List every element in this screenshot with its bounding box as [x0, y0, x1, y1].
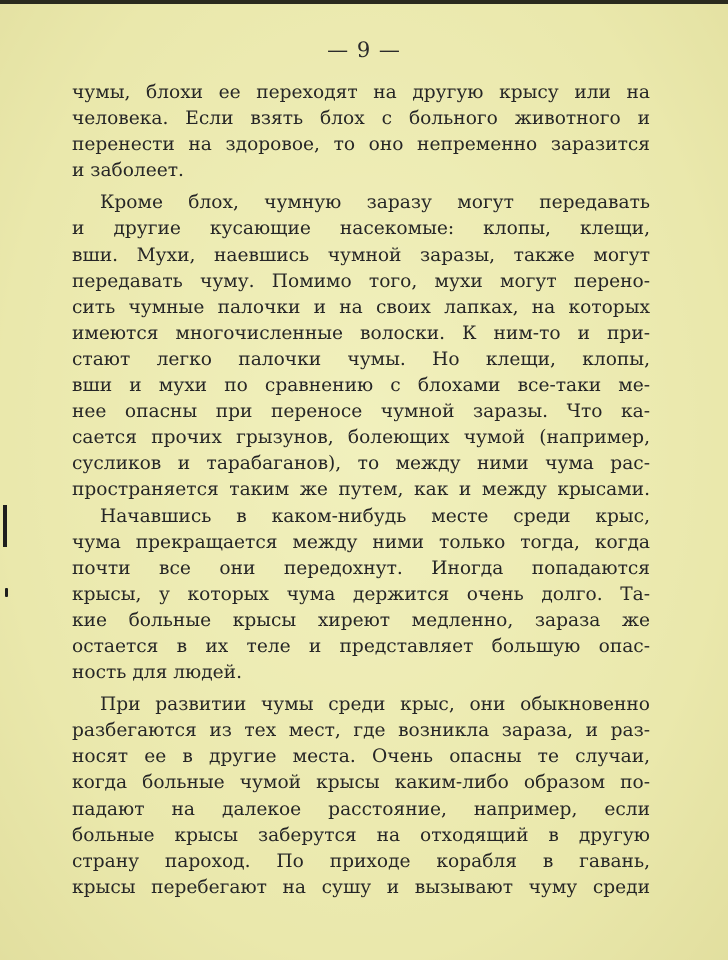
- text-line: При развитии чумы среди крыс, они обыкновенно: [100, 694, 650, 716]
- text-line: Начавшись в каком-нибудь месте среди крыс,: [100, 505, 650, 527]
- text-line: ность для людей.: [72, 662, 242, 684]
- text-line: разбегаются из тех мест, где возникла зараза, и раз-: [72, 720, 650, 742]
- margin-mark-bar: [3, 505, 7, 547]
- margin-mark-dot: [5, 588, 8, 597]
- text-line: сается прочих грызунов, болеющих чумой (например,: [72, 427, 650, 449]
- text-line: стают легко палочки чумы. Но клещи, клопы,: [72, 348, 650, 370]
- text-line: чума прекращается между ними только тогда, когда: [72, 531, 650, 553]
- text-line: когда больные чумой крысы каким-либо образом по-: [72, 772, 650, 794]
- page-top-edge: [0, 0, 728, 4]
- text-line: крысы, у которых чума держится очень долго. Та-: [72, 583, 650, 605]
- text-line: передавать чуму. Помимо того, мухи могут перено-: [72, 270, 650, 292]
- text-line: остается в их теле и представляет большую опас-: [72, 635, 650, 657]
- text-line: больные крысы заберутся на отходящий в другую: [72, 824, 650, 846]
- text-line: сусликов и тарабаганов), то между ними чума рас-: [72, 453, 650, 475]
- text-line: страну пароход. По приходе корабля в гавань,: [72, 850, 650, 872]
- text-line: падают на далекое расстояние, например, если: [72, 798, 650, 820]
- text-line: кие больные крысы хиреют медленно, зараза же: [72, 609, 650, 631]
- page-number: — 9 —: [327, 38, 401, 62]
- text-line: Кроме блох, чумную заразу могут передавать: [100, 192, 650, 214]
- text-line: вши и мухи по сравнению с блохами все-таки ме-: [72, 375, 650, 397]
- text-line: и другие кусающие насекомые: клопы, клещи,: [72, 218, 650, 240]
- text-line: сить чумные палочки и на своих лапках, на которых: [72, 296, 650, 318]
- text-line: крысы перебегают на сушу и вызывают чуму среди: [72, 876, 650, 898]
- text-line: нее опасны при переносе чумной заразы. Что ка-: [72, 401, 650, 423]
- text-line: носят ее в другие места. Очень опасны те случаи,: [72, 746, 650, 768]
- text-line: человека. Если взять блох с больного животного и: [72, 108, 650, 130]
- text-line: пространяется таким же путем, как и между крысами.: [72, 479, 650, 501]
- text-line: имеются многочисленные волоски. К ним-то и при-: [72, 322, 650, 344]
- text-line: и заболеет.: [72, 160, 184, 182]
- text-line: почти все они передохнут. Иногда попадаются: [72, 557, 650, 579]
- text-line: перенести на здоровое, то оно непременно заразится: [72, 134, 650, 156]
- text-line: вши. Мухи, наевшись чумной заразы, также могут: [72, 244, 650, 266]
- body-text: [72, 80, 650, 901]
- text-line: чумы, блохи ее переходят на другую крысу или на: [72, 82, 650, 103]
